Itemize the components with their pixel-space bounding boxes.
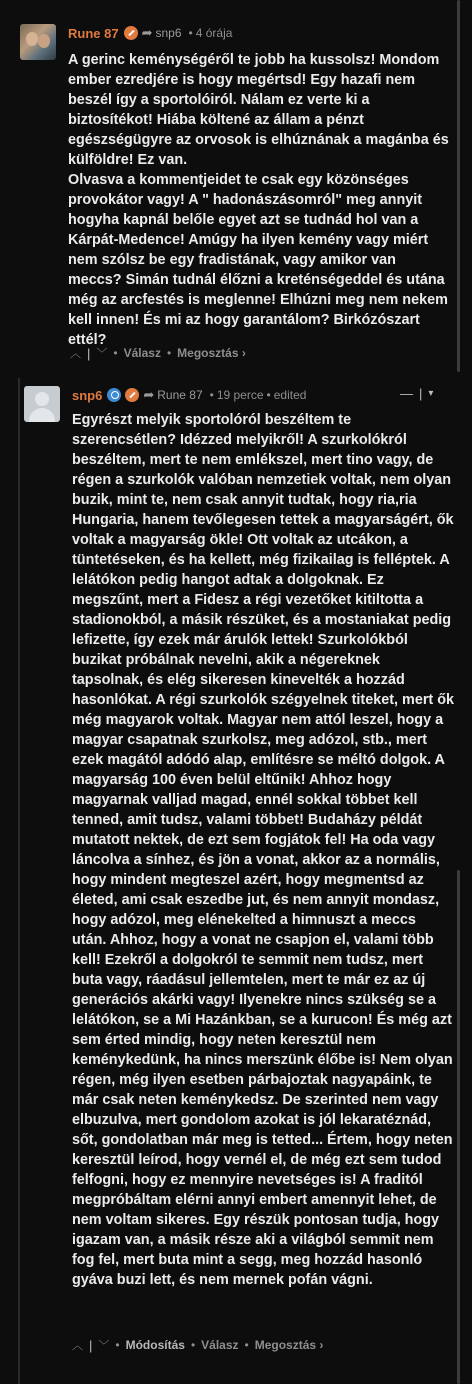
reply-button[interactable]: Válasz [123, 346, 161, 360]
separator-dot: • [244, 1338, 249, 1352]
chevron-up-icon[interactable]: ︿ [70, 348, 81, 360]
scrollbar-bottom[interactable] [457, 870, 460, 1384]
comment-paragraph: A gerinc keménységéről te jobb ha kussolsz! Mondom ember ezredjére is hogy megértsd! Egy hazafi nem beszél így a sportolóiról. Nálam ez verte ki a biztosítékot! Hiába költené az állam a pénzt egészségügyre az orvosok is elhúznának a magánba és külföldre! Ez van. [68, 52, 449, 168]
comment-paragraph: Olvasva a kommentjeidet te csak egy közönséges provokátor vagy! A " hadonászásomról" meg annyit hogyha kapnál belőle egyet azt se tudnád hol van a Kárpát-Medence! Amúgy ha ilyen kemény vagy miért nem szólsz be egy fradistának, vagy amikor van meccs? Simán tudnál élőzni a kreténségeddel és utána még az arcfestés is meglenne! Elhúzni meg nem nekem kell innen! És mi az hogy garantálom? Birkózószart ettél? [68, 172, 448, 348]
scrollbar-top[interactable] [457, 0, 460, 372]
edit-button[interactable]: Módosítás [125, 1338, 185, 1352]
edited-label: edited [273, 388, 307, 402]
parent-author[interactable]: Rune 87 [157, 388, 203, 402]
timestamp[interactable]: 4 órája [195, 26, 233, 40]
separator-dot: • [190, 1338, 196, 1352]
comment-meta [68, 24, 232, 42]
comment-actions [72, 1336, 323, 1354]
author-name[interactable]: Rune 87 [68, 25, 119, 41]
chevron-down-icon[interactable]: ﹀ [96, 348, 108, 360]
comment-body [68, 50, 450, 350]
separator-dot: • [115, 1338, 120, 1352]
vote-divider: | [89, 1337, 93, 1353]
share-button[interactable]: Megosztás › [254, 1338, 324, 1352]
reply-arrow-icon: ➦ [143, 387, 155, 402]
pencil-badge-icon [125, 388, 139, 402]
comment-actions [70, 344, 246, 362]
separator-dot: • [188, 26, 193, 40]
pencil-badge-icon [124, 26, 138, 40]
separator-dot: • [113, 346, 118, 360]
avatar-face [26, 32, 38, 46]
comment-body [72, 410, 454, 1290]
comment-meta [72, 386, 306, 404]
avatar-head [35, 392, 49, 406]
thread-line [18, 378, 20, 1384]
moderator-badge-icon [107, 388, 121, 402]
reply-button[interactable]: Válasz [201, 1338, 239, 1352]
reply-arrow-icon: ➦ [141, 25, 153, 40]
separator-dot: • [209, 388, 214, 402]
caret-down-icon[interactable]: ▾ [428, 388, 434, 399]
minus-icon[interactable]: — [400, 386, 413, 401]
chevron-down-icon[interactable]: ﹀ [98, 1340, 110, 1352]
separator-dot: • [266, 388, 271, 402]
avatar[interactable] [20, 24, 56, 60]
avatar[interactable] [24, 386, 60, 422]
timestamp[interactable]: 19 perce [216, 388, 264, 402]
author-name[interactable]: snp6 [72, 387, 103, 403]
avatar-body [29, 408, 55, 422]
controls-divider: | [419, 386, 423, 401]
vote-divider: | [87, 345, 91, 361]
chevron-up-icon[interactable]: ︿ [72, 1340, 83, 1352]
parent-author[interactable]: snp6 [155, 26, 182, 40]
avatar-face [38, 34, 50, 48]
comment-paragraph: Egyrészt melyik sportolóról beszéltem te szerencsétlen? Idézzed melyikről! A szurkolókról beszéltem, mert te nem emlékszel, mert tino vagy, de régen a szurkolók valóban nemzetiek voltak, nem olyan buzik, mint te, nem csak annyit tudtak, hogy ria,ria Hungaria, hanem tevőlegesen tettek a magyarságért, ők voltak a magyarság ökle! Ott voltak az utcákon, a tüntetéseken, és ha kellett, még fizikailag is felléptek. A lelátókon pedig hangot adtak a dolgoknak. Ez megszűnt, mert a Fidesz a régi vezetőket kitiltotta a stadionokból, a másik részüket, és a mostaniakat pedig lefizette, így ezek már árulók lettek! Szurkolókból buzikat próbálnak nevelni, akik a négereknek tapsolnak, és elég sikeresen kinevelték a hozzád hasonlókat. A régi szurkolók szégyelnek titeket, mert ők még magyarok voltak. Magyar nem attól leszel, hogy a magyar csapatnak szurkolsz, meg adózol, stb., mert ezek magától adódó alap, említésre se méltó dolgok. A magyarság 100 éven belül eltűnik! Ahhoz hogy magyarnak valljad magad, ennél sokkal többet kell tenned, amit tudsz, valami többet! Budaházy példát mutatott nektek, de ezt sem fogjátok fel! Ha oda vagy láncolva a sínhez, és jön a vonat, akkor az a normális, hogy mindent megteszel azért, hogy megmentsd az életed, ami csak eszedbe jut, és nem annyit mondasz, hogy adózol, meg elénekelted a himnuszt a meccs után. Ahhoz, hogy a vonat ne csapjon el, valami több kell! Ezekről a dolgokról te semmit nem tudsz, mert buta vagy, ráadásul jellemtelen, mert te már ez az új generációs akárki vagy! Ilyenekre nincs szükség se a lelátókon, se a Mi Hazánkban, se a kurucon! És még azt sem érted mindig, hogy neten keresztül nem keménykedünk, ha nincs merszünk élőbe is! Nem olyan régen, még ilyen esetben párbajoztak nagyapáink, te már csak neten keménykedsz. De szerinted nem vagy elbuzulva, mert gondolom azokat is jól lekaratéznád, sőt, gondolatban már meg is tetted... Értem, hogy neten keresztül leírod, hogy vernél el, de még ezt sem tudod felfogni, hogy ez mennyire nevetséges is! A fraditól megpróbáltam elérni annyi embert amennyit lehet, de nem voltam sikeres. Egy részük pontosan tudja, hogy igazam van, a másik része aki a világból semmit nem fog fel, mert buta mint a segg, meg hozzád hasonló gyáva buzi lett, és nem mernek pofán vágni. [72, 412, 455, 1288]
comment-controls [400, 386, 433, 401]
separator-dot: • [166, 346, 172, 360]
share-button[interactable]: Megosztás › [177, 346, 246, 360]
